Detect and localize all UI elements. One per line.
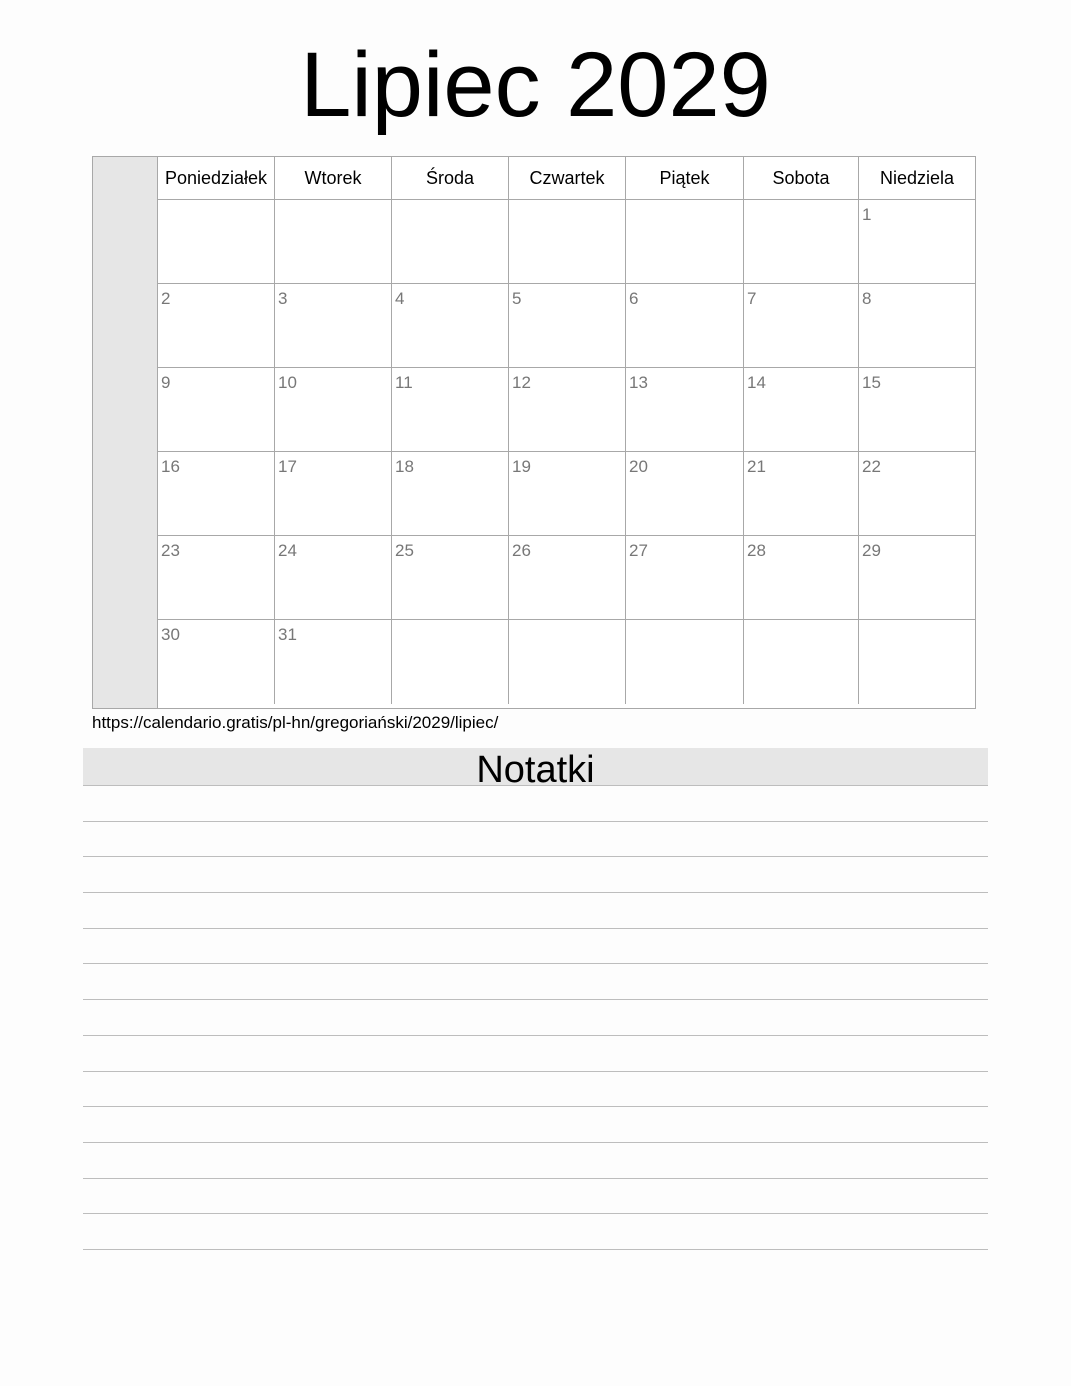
day-number: 27 bbox=[629, 541, 648, 560]
day-number: 2 bbox=[161, 289, 171, 308]
source-url: https://calendario.gratis/pl-hn/gregoriański/2029/lipiec/ bbox=[92, 713, 499, 732]
day-cell bbox=[392, 452, 509, 535]
week-row bbox=[158, 536, 975, 620]
day-cell bbox=[859, 536, 975, 619]
day-cell bbox=[392, 368, 509, 451]
day-number: 10 bbox=[278, 373, 297, 392]
day-cell bbox=[275, 200, 392, 283]
day-number: 4 bbox=[395, 289, 405, 308]
day-number: 23 bbox=[161, 541, 180, 560]
day-cell bbox=[509, 200, 626, 283]
day-cell bbox=[859, 452, 975, 535]
day-cell bbox=[392, 620, 509, 704]
day-cell bbox=[158, 368, 275, 451]
day-cell bbox=[509, 284, 626, 367]
day-number: 22 bbox=[862, 457, 881, 476]
day-cell bbox=[626, 368, 744, 451]
weekday-header: Poniedziałek bbox=[158, 157, 275, 199]
day-number: 26 bbox=[512, 541, 531, 560]
note-line bbox=[83, 893, 988, 929]
day-number: 20 bbox=[629, 457, 648, 476]
notes-heading: Notatki bbox=[83, 748, 988, 786]
day-number: 17 bbox=[278, 457, 297, 476]
calendar-title: Lipiec 2029 bbox=[300, 34, 771, 136]
day-number: 14 bbox=[747, 373, 766, 392]
day-cell bbox=[158, 284, 275, 367]
day-number: 31 bbox=[278, 625, 297, 644]
day-cell bbox=[392, 284, 509, 367]
day-cell bbox=[626, 536, 744, 619]
day-number: 5 bbox=[512, 289, 522, 308]
weekday-header-row bbox=[158, 157, 975, 200]
day-cell bbox=[275, 368, 392, 451]
week-row bbox=[158, 200, 975, 284]
notes-lines bbox=[83, 786, 988, 1250]
day-cell bbox=[626, 452, 744, 535]
weekday-header: Środa bbox=[392, 157, 509, 199]
day-cell bbox=[275, 284, 392, 367]
weekday-header: Niedziela bbox=[879, 167, 955, 188]
note-line bbox=[83, 1214, 988, 1250]
day-number: 15 bbox=[862, 373, 881, 392]
note-line bbox=[83, 1000, 988, 1036]
week-row bbox=[158, 452, 975, 536]
day-number: 18 bbox=[395, 457, 414, 476]
day-cell bbox=[509, 620, 626, 704]
day-number: 3 bbox=[278, 289, 288, 308]
day-cell bbox=[626, 620, 744, 704]
day-number: 24 bbox=[278, 541, 297, 560]
day-cell bbox=[859, 368, 975, 451]
note-line bbox=[83, 929, 988, 965]
day-cell bbox=[509, 452, 626, 535]
weekday-header: Piątek bbox=[626, 157, 744, 199]
weekday-header: Czwartek bbox=[509, 157, 626, 199]
day-number: 29 bbox=[862, 541, 881, 560]
day-number: 12 bbox=[512, 373, 531, 392]
calendar-grid bbox=[158, 157, 975, 708]
day-number: 19 bbox=[512, 457, 531, 476]
day-cell bbox=[275, 620, 392, 704]
day-cell bbox=[859, 284, 975, 367]
week-row bbox=[158, 620, 975, 704]
day-cell bbox=[158, 452, 275, 535]
day-cell bbox=[626, 200, 744, 283]
day-cell bbox=[275, 536, 392, 619]
day-cell bbox=[626, 284, 744, 367]
day-cell bbox=[744, 536, 859, 619]
day-number: 25 bbox=[395, 541, 414, 560]
day-cell bbox=[744, 284, 859, 367]
note-line bbox=[83, 964, 988, 1000]
day-cell bbox=[859, 620, 975, 704]
day-cell bbox=[744, 368, 859, 451]
day-number: 21 bbox=[747, 457, 766, 476]
note-line bbox=[83, 1143, 988, 1179]
day-number: 11 bbox=[395, 373, 413, 392]
note-line bbox=[83, 822, 988, 858]
month-calendar bbox=[92, 156, 976, 709]
day-cell bbox=[509, 368, 626, 451]
note-line bbox=[83, 1072, 988, 1108]
week-row bbox=[158, 284, 975, 368]
week-row bbox=[158, 368, 975, 452]
day-number: 1 bbox=[862, 205, 872, 224]
day-number: 8 bbox=[862, 289, 872, 308]
day-cell bbox=[744, 452, 859, 535]
week-number-column bbox=[93, 157, 158, 708]
note-line bbox=[83, 1036, 988, 1072]
day-cell bbox=[744, 200, 859, 283]
day-number: 16 bbox=[161, 457, 180, 476]
day-cell bbox=[859, 200, 975, 283]
day-cell bbox=[275, 452, 392, 535]
note-line bbox=[83, 786, 988, 822]
day-cell bbox=[744, 620, 859, 704]
day-number: 7 bbox=[747, 289, 757, 308]
note-line bbox=[83, 1179, 988, 1215]
day-cell bbox=[509, 536, 626, 619]
day-number: 9 bbox=[161, 373, 171, 392]
weekday-header: Wtorek bbox=[275, 157, 392, 199]
note-line bbox=[83, 1107, 988, 1143]
day-cell bbox=[392, 536, 509, 619]
day-number: 13 bbox=[629, 373, 648, 392]
day-cell bbox=[158, 620, 275, 704]
day-number: 6 bbox=[629, 289, 639, 308]
day-cell bbox=[158, 536, 275, 619]
day-number: 30 bbox=[161, 625, 180, 644]
day-cell bbox=[158, 200, 275, 283]
day-cell bbox=[392, 200, 509, 283]
weekday-header: Sobota bbox=[744, 157, 859, 199]
note-line bbox=[83, 857, 988, 893]
day-number: 28 bbox=[747, 541, 766, 560]
